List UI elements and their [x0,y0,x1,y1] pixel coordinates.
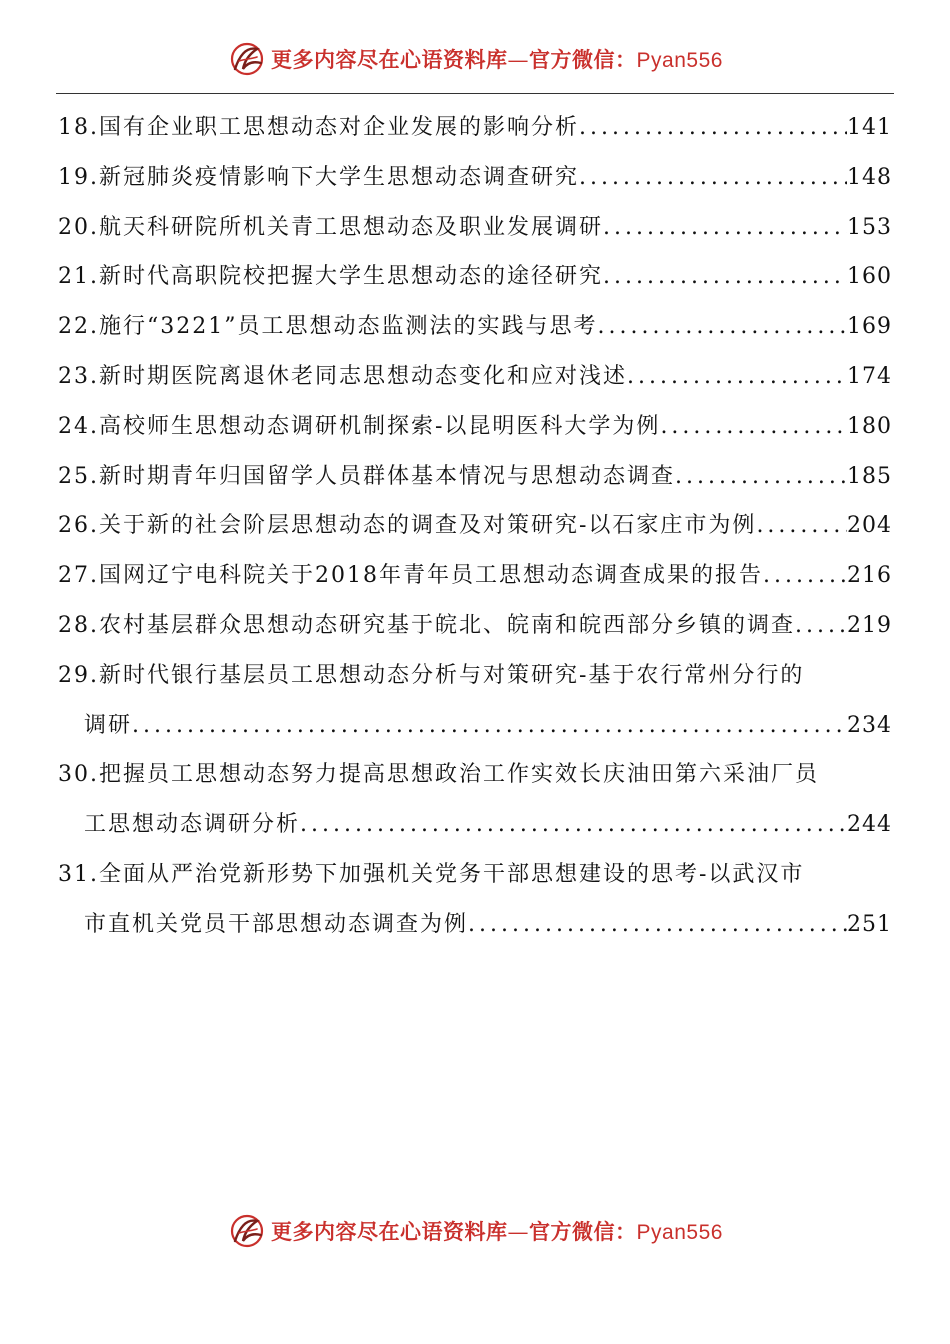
toc-page-number: 244 [847,812,892,838]
toc-leader-dots [468,900,847,950]
toc-leader-dots [795,601,847,651]
toc-page-number: 219 [847,612,892,638]
toc-entry-line [58,203,892,253]
toc-entry[interactable] [58,601,892,651]
toc-entry-line [58,153,892,203]
toc-entry-title: 23.新时期医院离退休老同志思想动态变化和应对浅述 [58,363,627,389]
signature-logo-icon [227,39,267,79]
toc-entry-title: 20.航天科研院所机关青工思想动态及职业发展调研 [58,214,603,240]
toc-entry-title: 29.新时代银行基层员工思想动态分析与对策研究-基于农行常州分行的 [58,662,805,688]
toc-leader-dots [763,551,847,601]
toc-entry-line [58,601,892,651]
toc-page-number: 153 [847,214,892,240]
toc-entry-continuation [58,900,892,950]
toc-entry-title: 工思想动态调研分析 [84,812,301,838]
toc-leader-dots [627,352,847,402]
toc-entry-line [58,103,892,153]
toc-entry[interactable] [58,402,892,452]
table-of-contents [58,103,892,950]
header-text: 更多内容尽在心语资料库—官方微信：Pyan556 [271,47,723,72]
toc-entry-line [58,252,892,302]
footer-banner [0,1208,950,1254]
toc-entry-title: 26.关于新的社会阶层思想动态的调查及对策研究-以石家庄市为例 [58,513,757,539]
toc-leader-dots [132,701,847,751]
signature-logo-icon [227,1211,267,1251]
toc-page-number: 204 [847,513,892,539]
toc-entry-title: 28.农村基层群众思想动态研究基于皖北、皖南和皖西部分乡镇的调查 [58,612,795,638]
toc-page-number: 148 [847,164,892,190]
toc-leader-dots [579,103,847,153]
header-rule [56,93,894,94]
toc-page-number: 251 [847,911,892,937]
toc-entry[interactable] [58,501,892,551]
toc-entry[interactable] [58,551,892,601]
toc-entry[interactable] [58,302,892,352]
toc-entry-title: 31.全面从严治党新形势下加强机关党务干部思想建设的思考-以武汉市 [58,861,805,887]
toc-entry-line [58,750,892,800]
toc-entry-line [58,452,892,502]
toc-leader-dots [660,402,847,452]
toc-entry-line [58,402,892,452]
toc-leader-dots [597,302,847,352]
toc-entry-line [58,651,892,701]
toc-entry-line [58,302,892,352]
toc-entry-line [58,501,892,551]
toc-entry-title: 21.新时代高职院校把握大学生思想动态的途径研究 [58,264,603,290]
toc-entry-title: 25.新时期青年归国留学人员群体基本情况与思想动态调查 [58,463,675,489]
toc-entry[interactable] [58,103,892,153]
toc-leader-dots [579,153,847,203]
toc-entry[interactable] [58,153,892,203]
toc-page-number: 141 [847,115,892,140]
toc-entry-title: 22.施行“3221”员工思想动态监测法的实践与思考 [58,314,598,340]
toc-page-number: 185 [847,463,892,489]
toc-entry[interactable] [58,452,892,502]
toc-entry-title: 24.高校师生思想动态调研机制探索-以昆明医科大学为例 [58,413,661,439]
footer-text: 更多内容尽在心语资料库—官方微信：Pyan556 [271,1219,723,1244]
toc-entry[interactable] [58,651,892,751]
toc-entry[interactable] [58,352,892,402]
toc-leader-dots [603,252,847,302]
toc-page-number: 234 [847,712,892,738]
toc-leader-dots [756,501,847,551]
toc-leader-dots [603,203,847,253]
toc-entry[interactable] [58,203,892,253]
toc-entry-title: 27.国网辽宁电科院关于2018年青年员工思想动态调查成果的报告 [58,563,763,589]
toc-leader-dots [300,800,847,850]
toc-entry-title: 市直机关党员干部思想动态调查为例 [84,911,469,937]
toc-page-number: 180 [847,413,892,439]
toc-page-number: 160 [847,264,892,290]
toc-entry[interactable] [58,750,892,850]
toc-page-number: 174 [847,363,892,389]
toc-leader-dots [675,452,847,502]
toc-entry-title: 调研 [84,712,133,738]
toc-entry-continuation [58,800,892,850]
toc-entry-line [58,850,892,900]
toc-entry[interactable] [58,850,892,950]
toc-page-number: 216 [847,563,892,589]
toc-page-number: 169 [847,314,892,340]
toc-entry-title: 30.把握员工思想动态努力提高思想政治工作实效长庆油田第六采油厂员 [58,762,819,788]
toc-entry-continuation [58,701,892,751]
toc-entry-line [58,352,892,402]
header-banner [0,36,950,82]
toc-entry[interactable] [58,252,892,302]
toc-entry-line [58,551,892,601]
toc-entry-title: 19.新冠肺炎疫情影响下大学生思想动态调查研究 [58,164,579,190]
toc-entry-title: 18.国有企业职工思想动态对企业发展的影响分析 [58,115,579,140]
